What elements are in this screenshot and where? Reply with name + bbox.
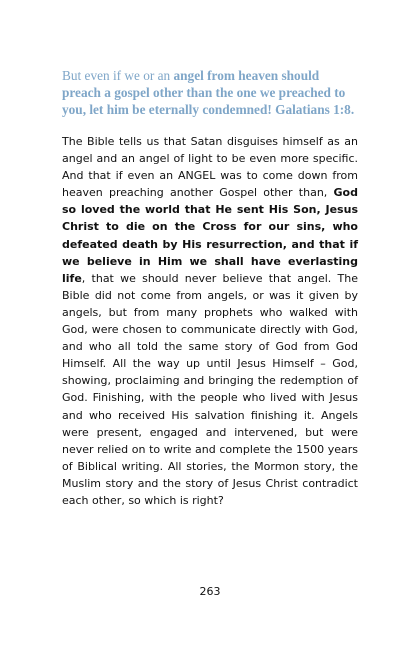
epigraph-quote [62, 67, 358, 118]
page-number: 263 [199, 585, 221, 598]
body-text-bold: God so loved the world that He sent His Son, Jesus Christ to die on the Cross for our sins, who defeated death by His resurrection, and that if we believe in Him we shall have everlasting life [62, 186, 358, 285]
epigraph-lead: But even if we or an [62, 68, 174, 83]
body-text-part2: , that we should never believe that angel. The Bible did not come from angels, or was it given by angels, but from many prophets who walked with God, were chosen to communicate directly with God, and who all told the same story of God from God Himself. All the way up until Jesus Himself – God, showing, proclaiming and bringing the redemption of God. Finishing, with the people who lived with Jesus and who received His salvation finishing it. Angels were present, engaged and intervened, but were never relied on to write and complete the 1500 years of Biblical writing. All stories, the Mormon story, the Muslim story and the story of Jesus Christ contradict each other, so which is right? [62, 271, 358, 507]
body-text-part1: The Bible tells us that Satan disguises himself as an angel and an angel of light to be even more specific. And that if even an ANGEL was to come down from heaven preaching another Gospel other than, [62, 135, 358, 200]
epigraph-emphasis: angel from heaven should preach a gospel other than the one we preached to you, let him be eternally condemned! Galatians 1:8. [62, 68, 355, 117]
body-paragraph [62, 133, 358, 509]
